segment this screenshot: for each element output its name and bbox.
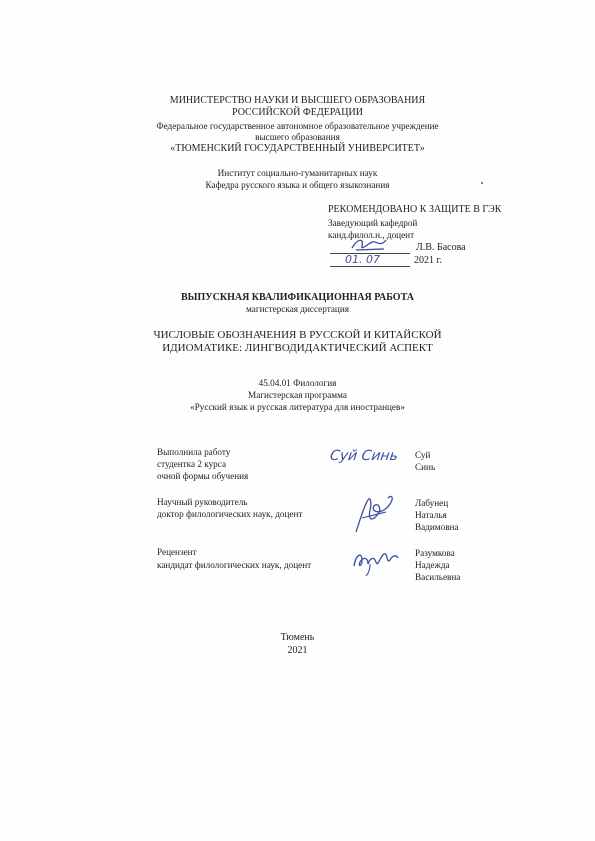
work-title-line-1: ЧИСЛОВЫЕ ОБОЗНАЧЕНИЯ В РУССКОЙ И КИТАЙСКОЙ — [153, 329, 442, 341]
supervisor-name-2: Наталья — [415, 510, 447, 520]
approval-head-degree: канд.филол.н., доцент — [328, 230, 415, 240]
scan-speck — [481, 182, 483, 184]
institution-line-2: высшего образования — [255, 132, 340, 142]
work-title-line-2: ИДИОМАТИКЕ: ЛИНГВОДИДАКТИЧЕСКИЙ АСПЕКТ — [162, 342, 433, 354]
ministry-line-2: РОССИЙСКОЙ ФЕДЕРАЦИИ — [232, 107, 363, 118]
approval-head-title: Заведующий кафедрой — [328, 218, 418, 228]
reviewer-signature — [350, 546, 402, 578]
supervisor-name-3: Вадимовна — [415, 522, 459, 532]
reviewer-name-3: Васильевна — [415, 572, 461, 582]
approval-signature — [350, 236, 390, 254]
approval-head-name: Л.В. Басова — [416, 242, 466, 253]
supervisor-signature — [348, 492, 400, 538]
approval-year: 2021 г. — [414, 255, 442, 266]
supervisor-role-1: Научный руководитель — [157, 497, 248, 507]
work-subtype: магистерская диссертация — [246, 304, 349, 314]
reviewer-name-2: Надежда — [415, 560, 450, 570]
program-label: Магистерская программа — [248, 390, 347, 400]
institution-line-1: Федеральное государственное автономное образовательное учреждение — [156, 121, 439, 131]
reviewer-role-1: Рецензент — [157, 547, 197, 557]
institute-name: Институт социально-гуманитарных наук — [217, 168, 378, 178]
footer-year: 2021 — [287, 645, 308, 656]
student-role-2: студентка 2 курса — [157, 459, 227, 469]
student-role-3: очной формы обучения — [157, 471, 249, 481]
specialty-code: 45.04.01 Филология — [258, 378, 337, 388]
student-signature: Суй Синь — [328, 448, 400, 464]
university-name: «ТЮМЕНСКИЙ ГОСУДАРСТВЕННЫЙ УНИВЕРСИТЕТ» — [170, 143, 425, 154]
supervisor-role-2: доктор филологических наук, доцент — [157, 509, 303, 519]
footer-city: Тюмень — [280, 632, 315, 643]
department-name: Кафедра русского языка и общего языкознания — [205, 180, 390, 190]
student-name-2: Синь — [415, 462, 436, 472]
approval-date-line — [330, 266, 410, 267]
approval-recommended: РЕКОМЕНДОВАНО К ЗАЩИТЕ В ГЭК — [328, 204, 502, 215]
student-role-1: Выполнила работу — [157, 447, 231, 457]
reviewer-role-2: кандидат филологических наук, доцент — [157, 560, 312, 570]
reviewer-name-1: Разумкова — [415, 548, 455, 558]
ministry-line-1: МИНИСТЕРСТВО НАУКИ И ВЫСШЕГО ОБРАЗОВАНИЯ — [169, 95, 426, 106]
work-type: ВЫПУСКНАЯ КВАЛИФИКАЦИОННАЯ РАБОТА — [181, 292, 414, 303]
supervisor-name-1: Лабунец — [415, 498, 449, 508]
approval-date-handwritten: 01. 07 — [345, 253, 380, 266]
student-name-1: Суй — [415, 450, 431, 460]
program-name: «Русский язык и русская литература для иностранцев» — [190, 402, 405, 412]
